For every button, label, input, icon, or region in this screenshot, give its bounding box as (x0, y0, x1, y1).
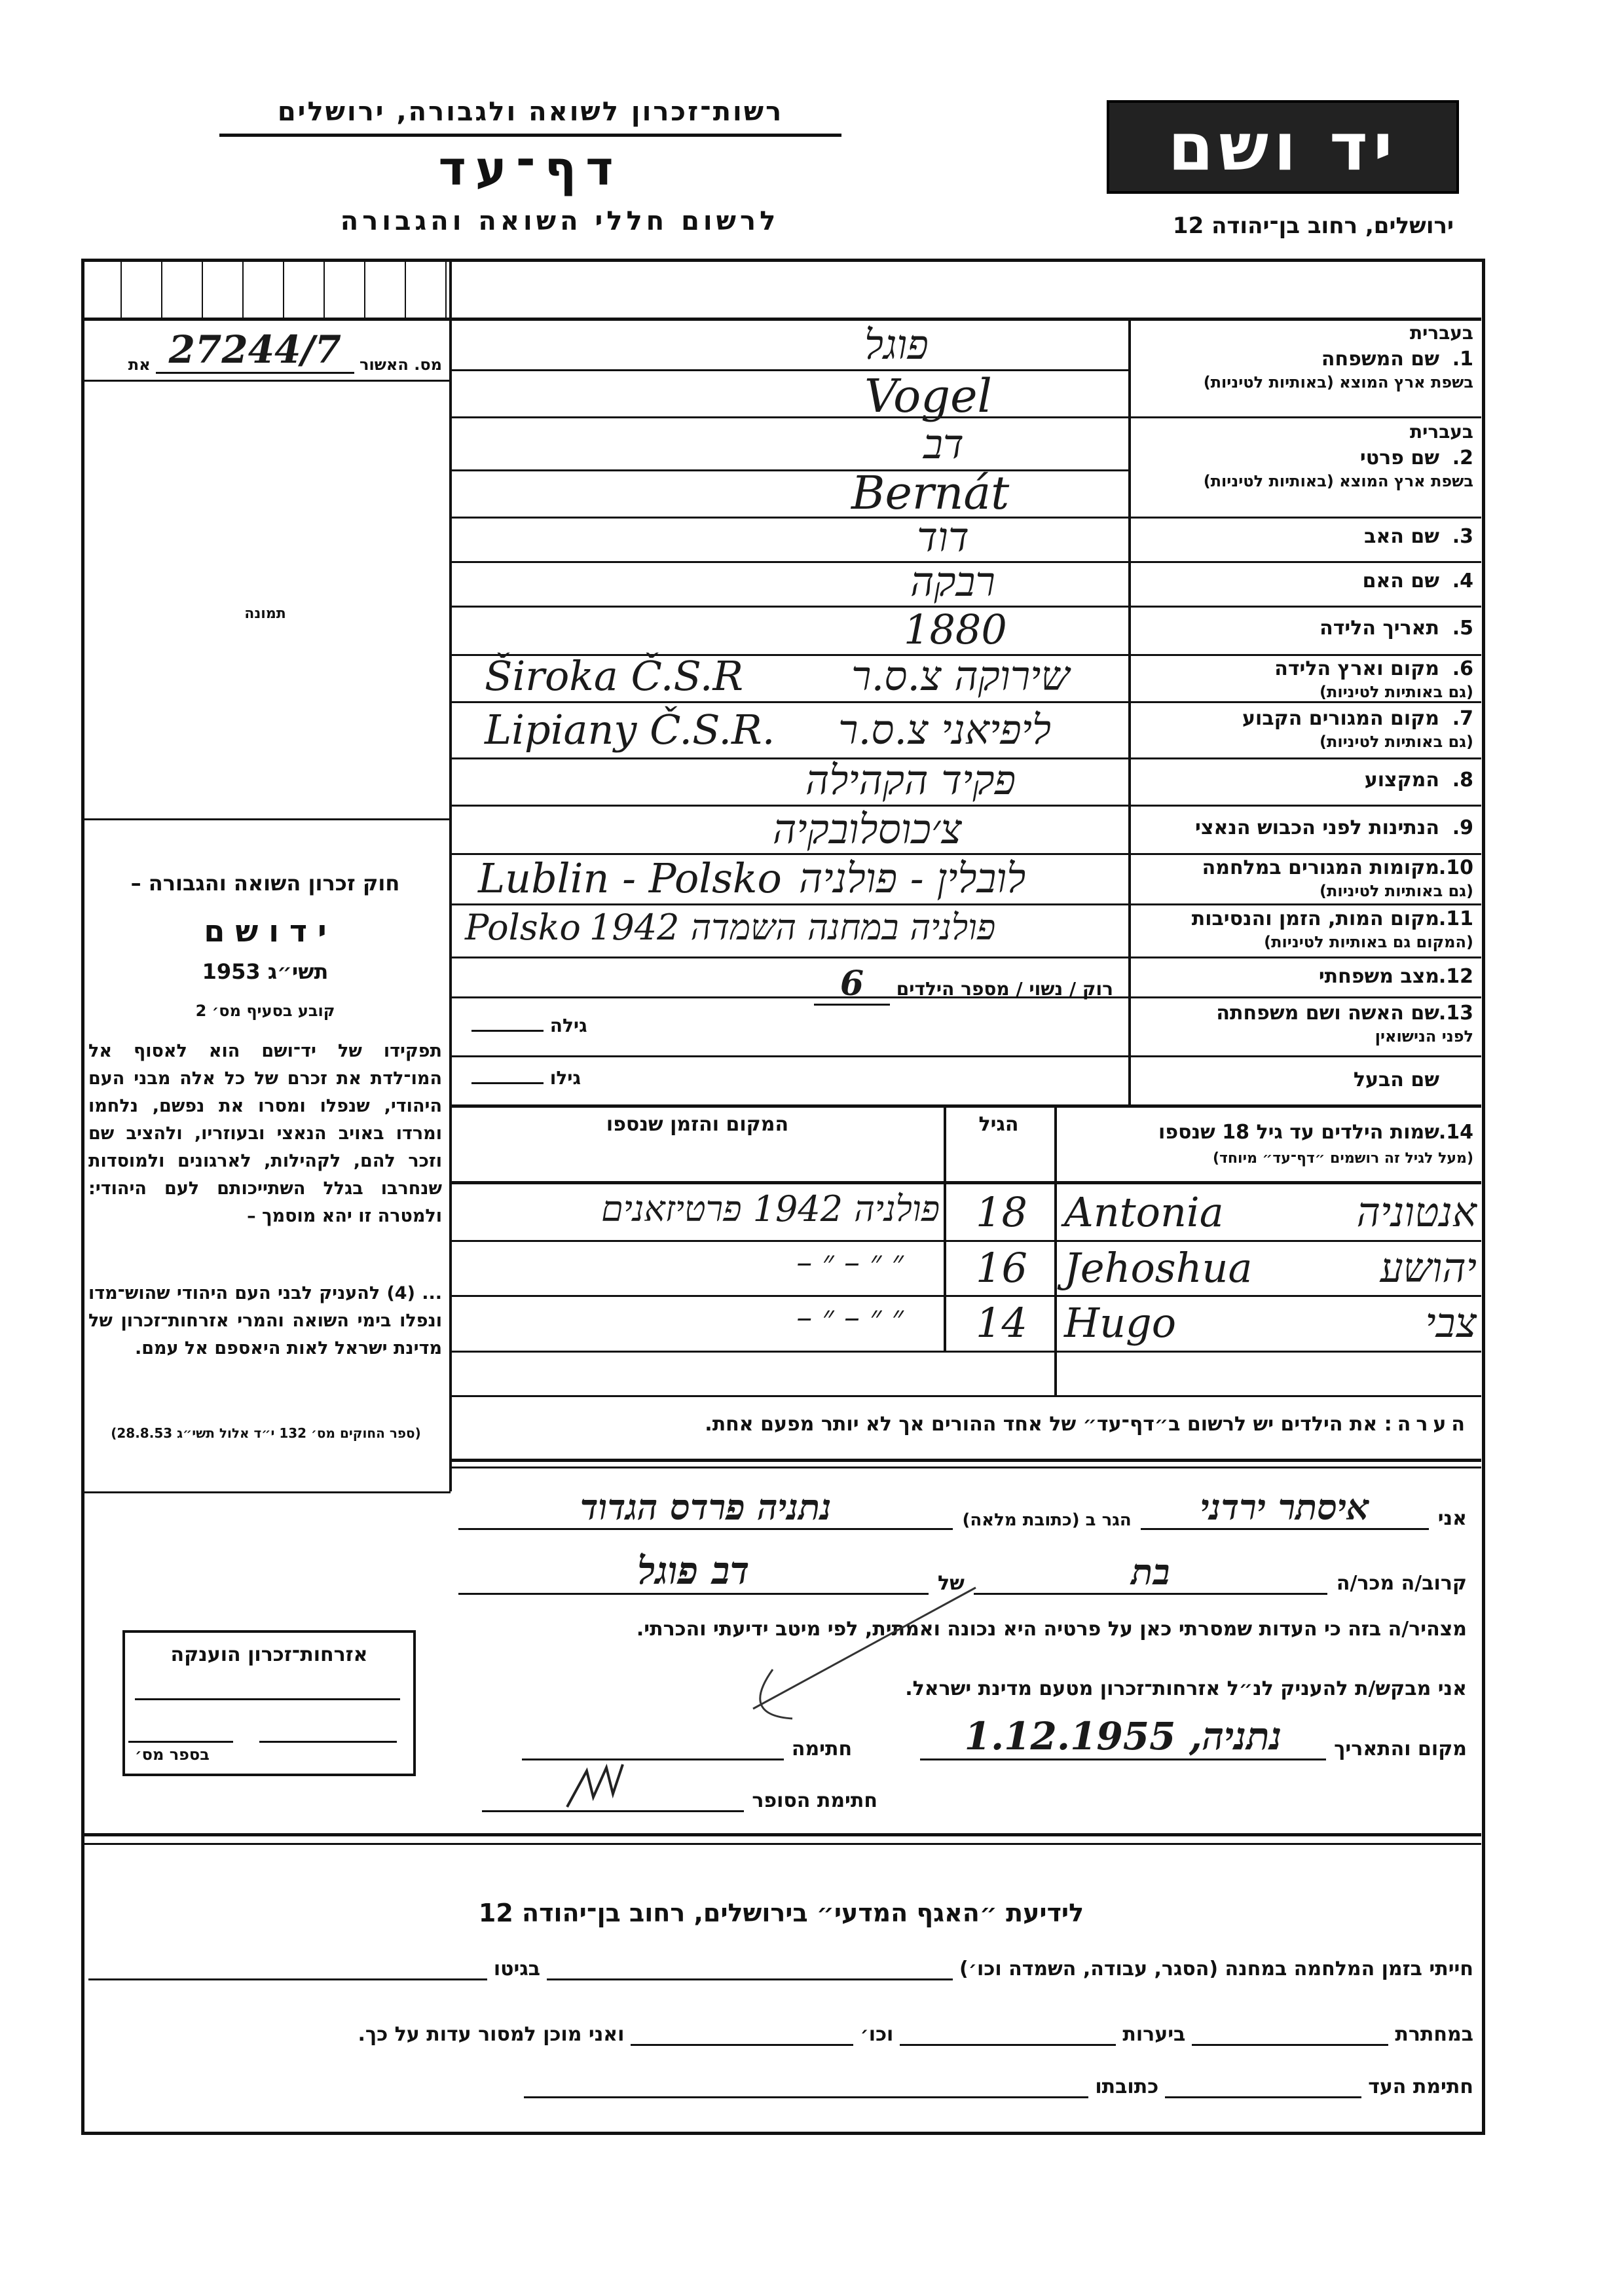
ghetto-field[interactable] (88, 1978, 487, 1980)
husband-age-label: גילו (549, 1067, 581, 1089)
yad-vashem-logo (1107, 100, 1459, 194)
witness-line (524, 2075, 1473, 2098)
citizenship-request: אני מבקש/ת להעניק לנ״ל אזרחות־זכרון מטעם מדינת ישראל. (905, 1677, 1467, 1700)
of-name-value[interactable]: דב פוגל (458, 1548, 929, 1595)
declarant-name-value[interactable]: איסתר ירדני (1141, 1486, 1429, 1530)
husband-age (471, 1067, 581, 1089)
child-age[interactable]: 18 (976, 1188, 1027, 1236)
wife-age-field[interactable] (471, 1030, 544, 1032)
citizenship-stamp-box (122, 1630, 416, 1776)
place-date-value[interactable]: נתניה, 1.12.1955 (920, 1714, 1326, 1760)
divider (451, 903, 1481, 905)
field-label: מקום המות, הזמן והנסיבות (1191, 907, 1439, 930)
field-number: 9. (1452, 816, 1473, 839)
signature-label: חתימה (791, 1738, 853, 1760)
field-number: 5. (1452, 617, 1473, 640)
birthplace-latin-value[interactable]: Široka Č.S.R (485, 652, 744, 700)
firstname-hebrew-value[interactable]: דב (923, 420, 964, 468)
child-name-latin[interactable]: Jehoshua (1064, 1244, 1253, 1292)
witness-signature-field[interactable] (1165, 2096, 1361, 2098)
forests-label: ביערות (1122, 2023, 1186, 2046)
child-name-hebrew[interactable]: אנטוניה (1356, 1188, 1477, 1236)
child-name-latin[interactable]: Antonia (1064, 1188, 1224, 1236)
declarant-address-label: הגר ב (כתובת מלאה) (962, 1510, 1132, 1530)
serial-row (88, 327, 442, 374)
wartime-latin-value[interactable]: Lublin - Polsko (478, 854, 782, 902)
header-address: ירושלים, רחוב בן־יהודה 12 (1172, 213, 1454, 239)
law-name: י ד ו ש ם (204, 913, 327, 949)
divider (81, 818, 449, 820)
divider (451, 1240, 1481, 1242)
page-subtitle: לרשום חללי השואה והגבורה (340, 206, 780, 236)
field-husband-label (1136, 1068, 1473, 1091)
field-label: שם הבעל (1353, 1068, 1439, 1091)
signature-field[interactable] (522, 1726, 784, 1760)
husband-age-field[interactable] (471, 1082, 544, 1084)
mother-name-value[interactable]: רבקה (910, 558, 995, 606)
place-date-label: מקום והתאריך (1334, 1738, 1467, 1760)
underground-label: במחתרת (1395, 2023, 1473, 2046)
law-paragraph-2: ... (4) להעניק לבני העם היהודי שהוש־מדו ונפלו בימי השואה והמרי אזרחות־זכרון של מדינת ישראל לאות היאספם אל עמם. (88, 1283, 442, 1358)
field-label: שם האב (1364, 525, 1439, 548)
label-column-divider (1128, 318, 1131, 1104)
place-column-header: המקום והזמן שנספו (606, 1113, 789, 1136)
field-label: תאריך הלידה (1320, 617, 1439, 640)
field-surname-label (1136, 322, 1473, 392)
underground-line (88, 2023, 1473, 2046)
field-number: 11. (1438, 907, 1473, 930)
double-divider (451, 1459, 1481, 1462)
field-label: מקום המגורים הקבוע (1242, 707, 1439, 730)
law-clause: קובע בסעיף מס׳ 2 (195, 1002, 335, 1020)
witness-signature-label: חתימת העד (1368, 2075, 1473, 2098)
note-text: את הילדים יש לרשום ב״דף־עד״ של אחד ההורים אך לא יותר מפעם אחת. (705, 1413, 1378, 1436)
field-number: 4. (1452, 570, 1473, 592)
relation-value[interactable]: בת (974, 1551, 1327, 1595)
arrow-mark (714, 1584, 989, 1728)
field-father-label (1136, 525, 1473, 548)
field-number: 2. (1452, 446, 1473, 469)
divider (81, 1491, 451, 1493)
child-name-hebrew[interactable]: יהושע (1380, 1244, 1477, 1292)
law-footnote: (ספר החוקים מס׳ 132 י״ד אלול תשי״ג 28.8.53) (111, 1425, 421, 1441)
stamp-title: אזרחות־זכרון הוענקה (170, 1643, 368, 1666)
camp-field[interactable] (547, 1978, 953, 1980)
field-citizenship-label (1136, 816, 1473, 839)
declarant-address-value[interactable]: נתניה פרדס הגדוד (458, 1486, 953, 1530)
witness-address-label: כתובתו (1095, 2075, 1159, 2098)
children-note (458, 1413, 1470, 1436)
field-sublabel: לפני הנישואין (1375, 1027, 1473, 1046)
stamp-line (128, 1741, 233, 1743)
field-label: שמות הילדים עד גיל 18 שנספו (1158, 1121, 1439, 1144)
etc-field[interactable] (631, 2044, 853, 2046)
recorder-signature-line (471, 1777, 877, 1812)
underground-field[interactable] (1192, 2044, 1388, 2046)
field-label: שם פרטי (1359, 446, 1439, 469)
field-wife-label (1136, 1002, 1473, 1046)
law-paragraph-1: תפקידו של יד־ושם הוא לאסוף אל המו־לדת את זכרם של כל אלה מבני העם היהודי, שנפלו ומסרו את נפשם, נלחמו ומרדו באויב הנאצי ובעוזריו, ולהציב שם וזכר להם, לקהילות, לארגונים ולמוסדות שנחרבו בגלל השתייכותם לעם היהודי: ולמטרה זו יהא מוסמך – (88, 1041, 442, 1226)
field-marital-label (1136, 965, 1473, 988)
serial-value: 27244/7 (156, 327, 354, 374)
forests-field[interactable] (900, 2044, 1116, 2046)
page-title: דף־עד (438, 141, 623, 196)
divider (451, 1295, 1481, 1297)
field-death-label (1136, 907, 1473, 951)
field-number: 3. (1452, 525, 1473, 548)
note-label: הערה: (1384, 1413, 1470, 1436)
field-number: 14. (1438, 1121, 1473, 1144)
declarant-i-label: אני (1437, 1507, 1467, 1530)
field-birthdate-label (1136, 617, 1473, 640)
divider (451, 1055, 1481, 1057)
field-profession-label (1136, 769, 1473, 792)
serial-suffix: את (128, 355, 151, 374)
marital-options-label: רוק / נשוי / מספר הילדים (896, 978, 1113, 1000)
field-number: 6. (1452, 657, 1473, 680)
child-name-latin[interactable]: Hugo (1064, 1299, 1177, 1347)
field-number: 12. (1438, 965, 1473, 988)
wife-age-label: גילה (549, 1015, 587, 1036)
handwritten-signature (561, 1758, 665, 1810)
surname-latin-value[interactable]: Vogel (864, 369, 992, 423)
child-place[interactable]: פולניה 1942 פרטיזאנים (601, 1188, 940, 1230)
declarant-name-line (458, 1486, 1467, 1530)
of-label: של (938, 1572, 965, 1595)
office-use-grid (81, 259, 451, 318)
death-hebrew-value[interactable]: פולניה במחנה השמדה 1942 (589, 907, 996, 948)
hebrew-tag: בעברית (1409, 322, 1473, 344)
field-number: 10. (1438, 856, 1473, 879)
field-label: מקומות המגורים במלחמה (1202, 856, 1439, 879)
field-wartime-label (1136, 856, 1473, 900)
children-header (1062, 1121, 1473, 1167)
field-number: 7. (1452, 707, 1473, 730)
field-label: שם האשה ושם משפחתה (1216, 1002, 1439, 1025)
stamp-line (259, 1741, 397, 1743)
field-firstname-label (1136, 421, 1473, 490)
camp-label: חייתי בזמן המלחמה במחנה (הסגר, עבודה, השמדה וכו׳) (959, 1958, 1473, 1980)
double-divider (451, 1467, 1481, 1468)
witness-address-field[interactable] (524, 2096, 1088, 2098)
marital-options (655, 964, 1113, 1006)
field-sublabel: (מעל לגיל זה רושמים ״דף־עד״ מיוחד) (1212, 1150, 1473, 1167)
child-age[interactable]: 14 (976, 1299, 1027, 1347)
residence-hebrew-value[interactable]: ליפיאני צ.ס.ר (838, 706, 1051, 754)
field-sublabel: (גם באותיות לטיניות) (1320, 683, 1473, 701)
divider (81, 318, 1481, 321)
relation-label: קרוב/ה מכר/ה (1336, 1572, 1467, 1595)
photo-label: תמונה (244, 606, 286, 622)
camp-line (88, 1958, 1473, 1980)
divider (451, 369, 1128, 371)
death-latin-value[interactable]: Polsko (465, 907, 581, 948)
divider (451, 1395, 1481, 1397)
ghetto-label: בגיטו (493, 1958, 541, 1980)
field-label: מקום וארץ הלידה (1274, 657, 1439, 680)
org-name: רשות־זכרון לשואה ולגבורה, ירושלים (277, 97, 784, 127)
field-sublabel: בשפת ארץ המוצא (באותיות לטיניות) (1203, 472, 1473, 490)
divider (81, 380, 449, 382)
field-label: שם המשפחה (1321, 348, 1439, 371)
field-sublabel: (המקום גם באותיות לטיניות) (1264, 933, 1473, 951)
double-divider (81, 1833, 1481, 1836)
age-column-header: הגיל (978, 1113, 1019, 1136)
residence-latin-value[interactable]: Lipiany Č.S.R. (485, 706, 775, 754)
divider (451, 805, 1481, 807)
field-label: מצב משפחתי (1318, 965, 1439, 988)
field-number: 13. (1438, 1002, 1473, 1025)
firstname-latin-value[interactable]: Bernát (851, 466, 1010, 520)
field-sublabel: בשפת ארץ המוצא (באותיות לטיניות) (1203, 373, 1473, 392)
left-column-divider (449, 259, 452, 1491)
hebrew-tag: בעברית (1409, 421, 1473, 443)
birthdate-value[interactable]: 1880 (904, 606, 1007, 653)
divider (451, 701, 1481, 703)
citizenship-value[interactable]: צ׳כוסלובקיה (773, 805, 962, 853)
field-label: המקצוע (1364, 769, 1439, 792)
recorder-signature-field[interactable] (482, 1777, 744, 1812)
stamp-line (135, 1698, 400, 1700)
column-divider (944, 1104, 946, 1351)
field-residence-label (1136, 707, 1473, 751)
field-number: 8. (1452, 769, 1473, 792)
field-label: שם האם (1362, 570, 1439, 592)
child-age[interactable]: 16 (976, 1244, 1027, 1292)
wartime-hebrew-value[interactable]: לובלין - פולניה (799, 854, 1026, 902)
children-count-value[interactable]: 6 (814, 964, 890, 1006)
child-place[interactable]: ״ ״ – ״ – (796, 1244, 904, 1281)
divider (451, 469, 1128, 471)
logo-text: יד ושם (1168, 109, 1398, 185)
stamp-footer: בספר מס׳ (135, 1745, 210, 1764)
scientific-department-title: לידיעת ״האגף המדעי״ בירושלים, רחוב בן־יהודה 12 (478, 1899, 1084, 1927)
field-number: 1. (1452, 348, 1473, 371)
willing-to-testify-label: ואני מוכן למסור עדות על כך. (358, 2023, 625, 2046)
field-sublabel: (גם באותיות לטיניות) (1320, 882, 1473, 900)
field-label: הנתינות לפני הכבוש הנאצי (1195, 816, 1439, 839)
divider (451, 957, 1481, 958)
law-year: תשי״ג 1953 (202, 959, 329, 984)
child-place[interactable]: ״ ״ – ״ – (796, 1299, 904, 1336)
child-name-hebrew[interactable]: צבי (1425, 1299, 1477, 1347)
double-divider (81, 1843, 1481, 1845)
header-underline (219, 134, 841, 137)
father-name-value[interactable]: דוד (917, 513, 969, 561)
field-mother-label (1136, 570, 1473, 592)
recorder-signature-label: חתימת הסופר (752, 1789, 877, 1812)
law-title: חוק זכרון השואה והגבורה – (130, 871, 400, 896)
divider (451, 1351, 1481, 1353)
serial-label: מס. האשור (360, 355, 442, 374)
divider (451, 1181, 1481, 1184)
divider (451, 1104, 1481, 1108)
field-sublabel: (גם באותיות לטיניות) (1320, 733, 1473, 751)
field-birthplace-label (1136, 657, 1473, 701)
declaration-statement: מצהיר/ה בזה כי העדות שמסרתי כאן על פרטיה היא נכונה ואמתית, לפי מיטב ידיעתי והכרתי. (636, 1618, 1467, 1641)
etc-label: וכו׳ (860, 2023, 894, 2046)
surname-hebrew-value[interactable]: פוגל (864, 321, 929, 369)
profession-value[interactable]: פקיד הקהילה (805, 756, 1016, 804)
wife-age (471, 1015, 587, 1036)
birthplace-hebrew-value[interactable]: שירוקה צ.ס.ר (851, 652, 1070, 700)
